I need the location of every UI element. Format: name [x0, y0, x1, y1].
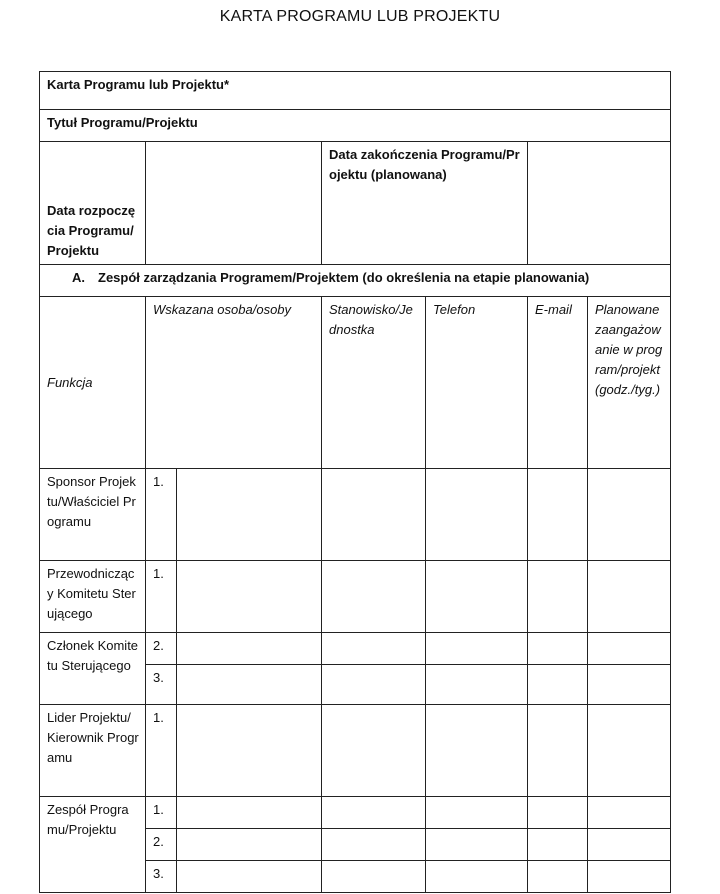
table-row [40, 705, 671, 797]
table-row [40, 469, 671, 561]
row-number: 3. [146, 861, 177, 893]
email-cell[interactable] [528, 705, 588, 797]
phone-cell[interactable] [426, 469, 528, 561]
position-cell[interactable] [322, 797, 426, 829]
person-cell[interactable] [177, 561, 322, 633]
table-row [40, 561, 671, 633]
column-function: Funkcja [40, 297, 146, 469]
engagement-cell[interactable] [588, 665, 671, 705]
section-a-header: A. Zespół zarządzania Programem/Projektem (do określenia na etapie planowania) [40, 265, 671, 297]
table-row [40, 797, 671, 829]
start-date-field[interactable] [146, 142, 322, 265]
start-date-label: Data rozpoczęcia Programu/Projektu [40, 142, 146, 265]
phone-cell[interactable] [426, 829, 528, 861]
row-number: 1. [146, 797, 177, 829]
engagement-cell[interactable] [588, 861, 671, 893]
end-date-field[interactable] [528, 142, 671, 265]
row-number: 1. [146, 561, 177, 633]
role-label: Członek Komitetu Sterującego [40, 633, 146, 705]
person-cell[interactable] [177, 705, 322, 797]
column-engagement: Planowane zaangażowanie w program/projekt (godz./tyg.) [588, 297, 671, 469]
phone-cell[interactable] [426, 665, 528, 705]
engagement-cell[interactable] [588, 705, 671, 797]
phone-cell[interactable] [426, 861, 528, 893]
email-cell[interactable] [528, 829, 588, 861]
engagement-cell[interactable] [588, 561, 671, 633]
row-number: 1. [146, 469, 177, 561]
person-cell[interactable] [177, 829, 322, 861]
person-cell[interactable] [177, 665, 322, 705]
row-number: 1. [146, 705, 177, 797]
role-label: Zespół Programu/Projektu [40, 797, 146, 893]
phone-cell[interactable] [426, 561, 528, 633]
role-label: Lider Projektu/Kierownik Programu [40, 705, 146, 797]
role-label: Przewodniczący Komitetu Sterującego [40, 561, 146, 633]
person-cell[interactable] [177, 861, 322, 893]
row-number: 2. [146, 633, 177, 665]
position-cell[interactable] [322, 829, 426, 861]
person-cell[interactable] [177, 633, 322, 665]
email-cell[interactable] [528, 797, 588, 829]
row-number: 2. [146, 829, 177, 861]
role-label: Sponsor Projektu/Właściciel Programu [40, 469, 146, 561]
email-cell[interactable] [528, 665, 588, 705]
end-date-label: Data zakończenia Programu/Projektu (planowana) [322, 142, 528, 265]
email-cell[interactable] [528, 633, 588, 665]
phone-cell[interactable] [426, 705, 528, 797]
position-cell[interactable] [322, 861, 426, 893]
position-cell[interactable] [322, 561, 426, 633]
engagement-cell[interactable] [588, 469, 671, 561]
row-number: 3. [146, 665, 177, 705]
title-label: Tytuł Programu/Projektu [40, 110, 671, 142]
phone-cell[interactable] [426, 797, 528, 829]
position-cell[interactable] [322, 469, 426, 561]
position-cell[interactable] [322, 665, 426, 705]
phone-cell[interactable] [426, 633, 528, 665]
column-phone: Telefon [426, 297, 528, 469]
person-cell[interactable] [177, 469, 322, 561]
column-position: Stanowisko/Jednostka [322, 297, 426, 469]
person-cell[interactable] [177, 797, 322, 829]
page-title: KARTA PROGRAMU LUB PROJEKTU [219, 8, 501, 25]
email-cell[interactable] [528, 561, 588, 633]
engagement-cell[interactable] [588, 633, 671, 665]
position-cell[interactable] [322, 633, 426, 665]
engagement-cell[interactable] [588, 829, 671, 861]
program-card-table [39, 71, 671, 893]
column-email: E-mail [528, 297, 588, 469]
position-cell[interactable] [322, 705, 426, 797]
email-cell[interactable] [528, 861, 588, 893]
card-header: Karta Programu lub Projektu* [40, 72, 671, 110]
column-person: Wskazana osoba/osoby [146, 297, 322, 469]
table-row [40, 633, 671, 665]
engagement-cell[interactable] [588, 797, 671, 829]
email-cell[interactable] [528, 469, 588, 561]
